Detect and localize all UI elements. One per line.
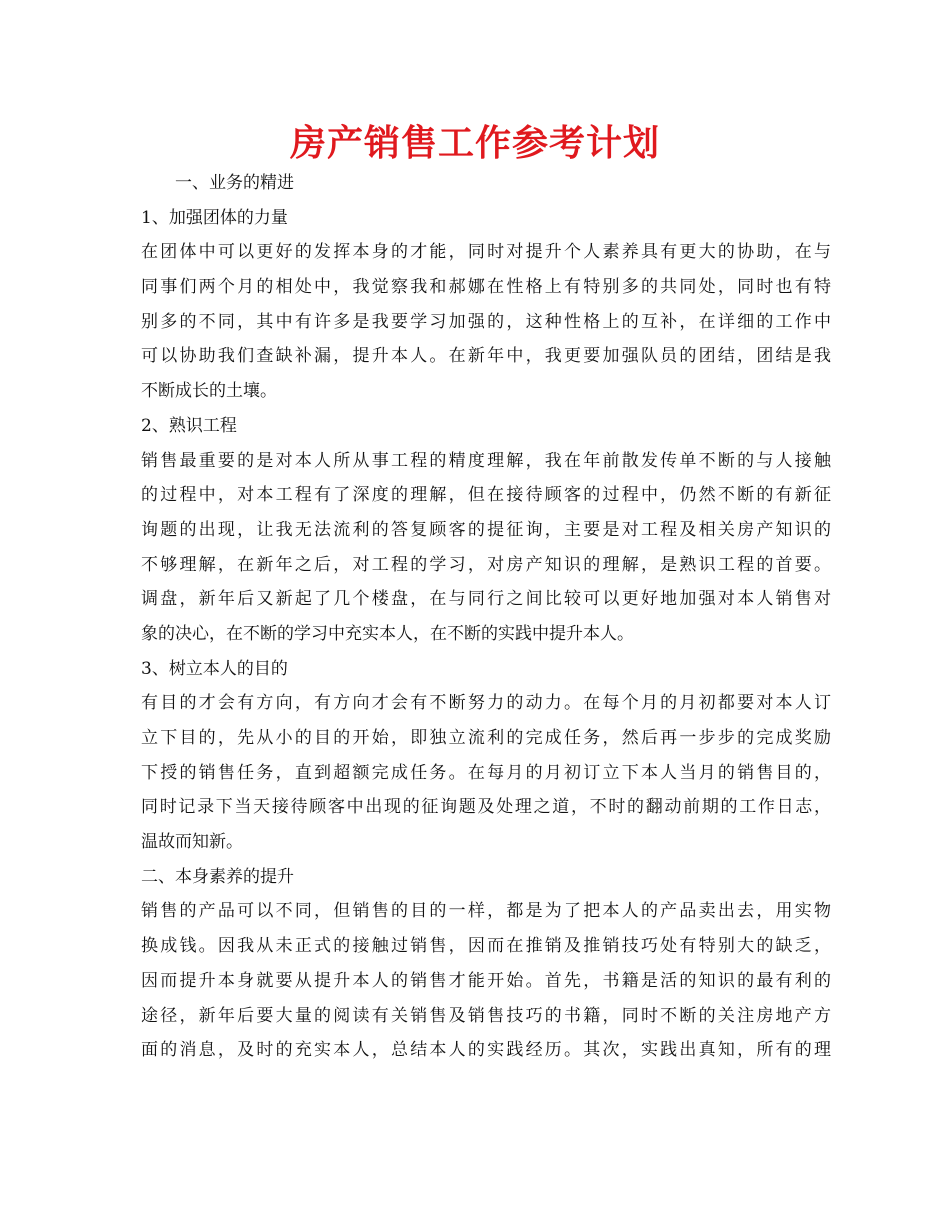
body-line: 途径，新年后要大量的阅读有关销售及销售技巧的书籍，同时不断的关注房地产方 — [141, 1005, 831, 1026]
body-line: 不够理解，在新年之后，对工程的学习，对房产知识的理解，是熟识工程的首要。 — [141, 554, 831, 575]
body-line: 销售最重要的是对本人所从事工程的精度理解，我在年前散发传单不断的与人接触 — [141, 450, 831, 471]
body-line: 温故而知新。 — [141, 832, 243, 853]
body-line: 面的消息，及时的充实本人，总结本人的实践经历。其次，实践出真知，所有的理 — [141, 1040, 831, 1061]
body-line: 立下目的，先从小的目的开始，即独立流利的完成任务，然后再一步步的完成奖励 — [141, 728, 831, 748]
body-line: 换成钱。因我从未正式的接触过销售，因而在推销及推销技巧处有特别大的缺乏， — [141, 936, 831, 957]
body-line: 一、业务的精进 — [175, 173, 294, 193]
body-line: 2、熟识工程 — [141, 415, 237, 436]
body-line: 同时记录下当天接待顾客中出现的征询题及处理之道，不时的翻动前期的工作日志， — [141, 797, 831, 818]
body-line: 同事们两个月的相处中，我觉察我和郝娜在性格上有特别多的共同处，同时也有特 — [141, 277, 831, 298]
body-line: 可以协助我们查缺补漏，提升本人。在新年中，我更要加强队员的团结，团结是我 — [141, 346, 831, 367]
body-line: 在团体中可以更好的发挥本身的才能，同时对提升个人素养具有更大的协助，在与 — [141, 242, 831, 263]
body-line: 销售的产品可以不同，但销售的目的一样，都是为了把本人的产品卖出去，用实物 — [141, 901, 831, 922]
body-line: 询题的出现，让我无法流利的答复顾客的提征询，主要是对工程及相关房产知识的 — [141, 519, 831, 540]
body-line: 别多的不同，其中有许多是我要学习加强的，这种性格上的互补，在详细的工作中 — [141, 311, 831, 332]
body-line: 因而提升本身就要从提升本人的销售才能开始。首先，书籍是活的知识的最有利的 — [141, 970, 831, 991]
body-line: 不断成长的土壤。 — [141, 381, 277, 402]
body-line: 下授的销售任务，直到超额完成任务。在每月的月初订立下本人当月的销售目的， — [141, 762, 831, 783]
body-line: 调盘，新年后又新起了几个楼盘，在与同行之间比较可以更好地加强对本人销售对 — [141, 589, 831, 610]
body-line: 3、树立本人的目的 — [141, 658, 288, 679]
document-title: 房产销售工作参考计划 — [289, 123, 660, 164]
body-line: 二、本身素养的提升 — [141, 866, 294, 887]
body-line: 的过程中，对本工程有了深度的理解，但在接待顾客的过程中，仍然不断的有新征 — [141, 485, 831, 506]
body-line: 象的决心，在不断的学习中充实本人，在不断的实践中提升本人。 — [141, 623, 634, 644]
body-line: 1、加强团体的力量 — [141, 207, 288, 228]
document-body — [141, 166, 831, 1068]
body-line: 有目的才会有方向，有方向才会有不断努力的动力。在每个月的月初都要对本人订 — [141, 693, 831, 714]
